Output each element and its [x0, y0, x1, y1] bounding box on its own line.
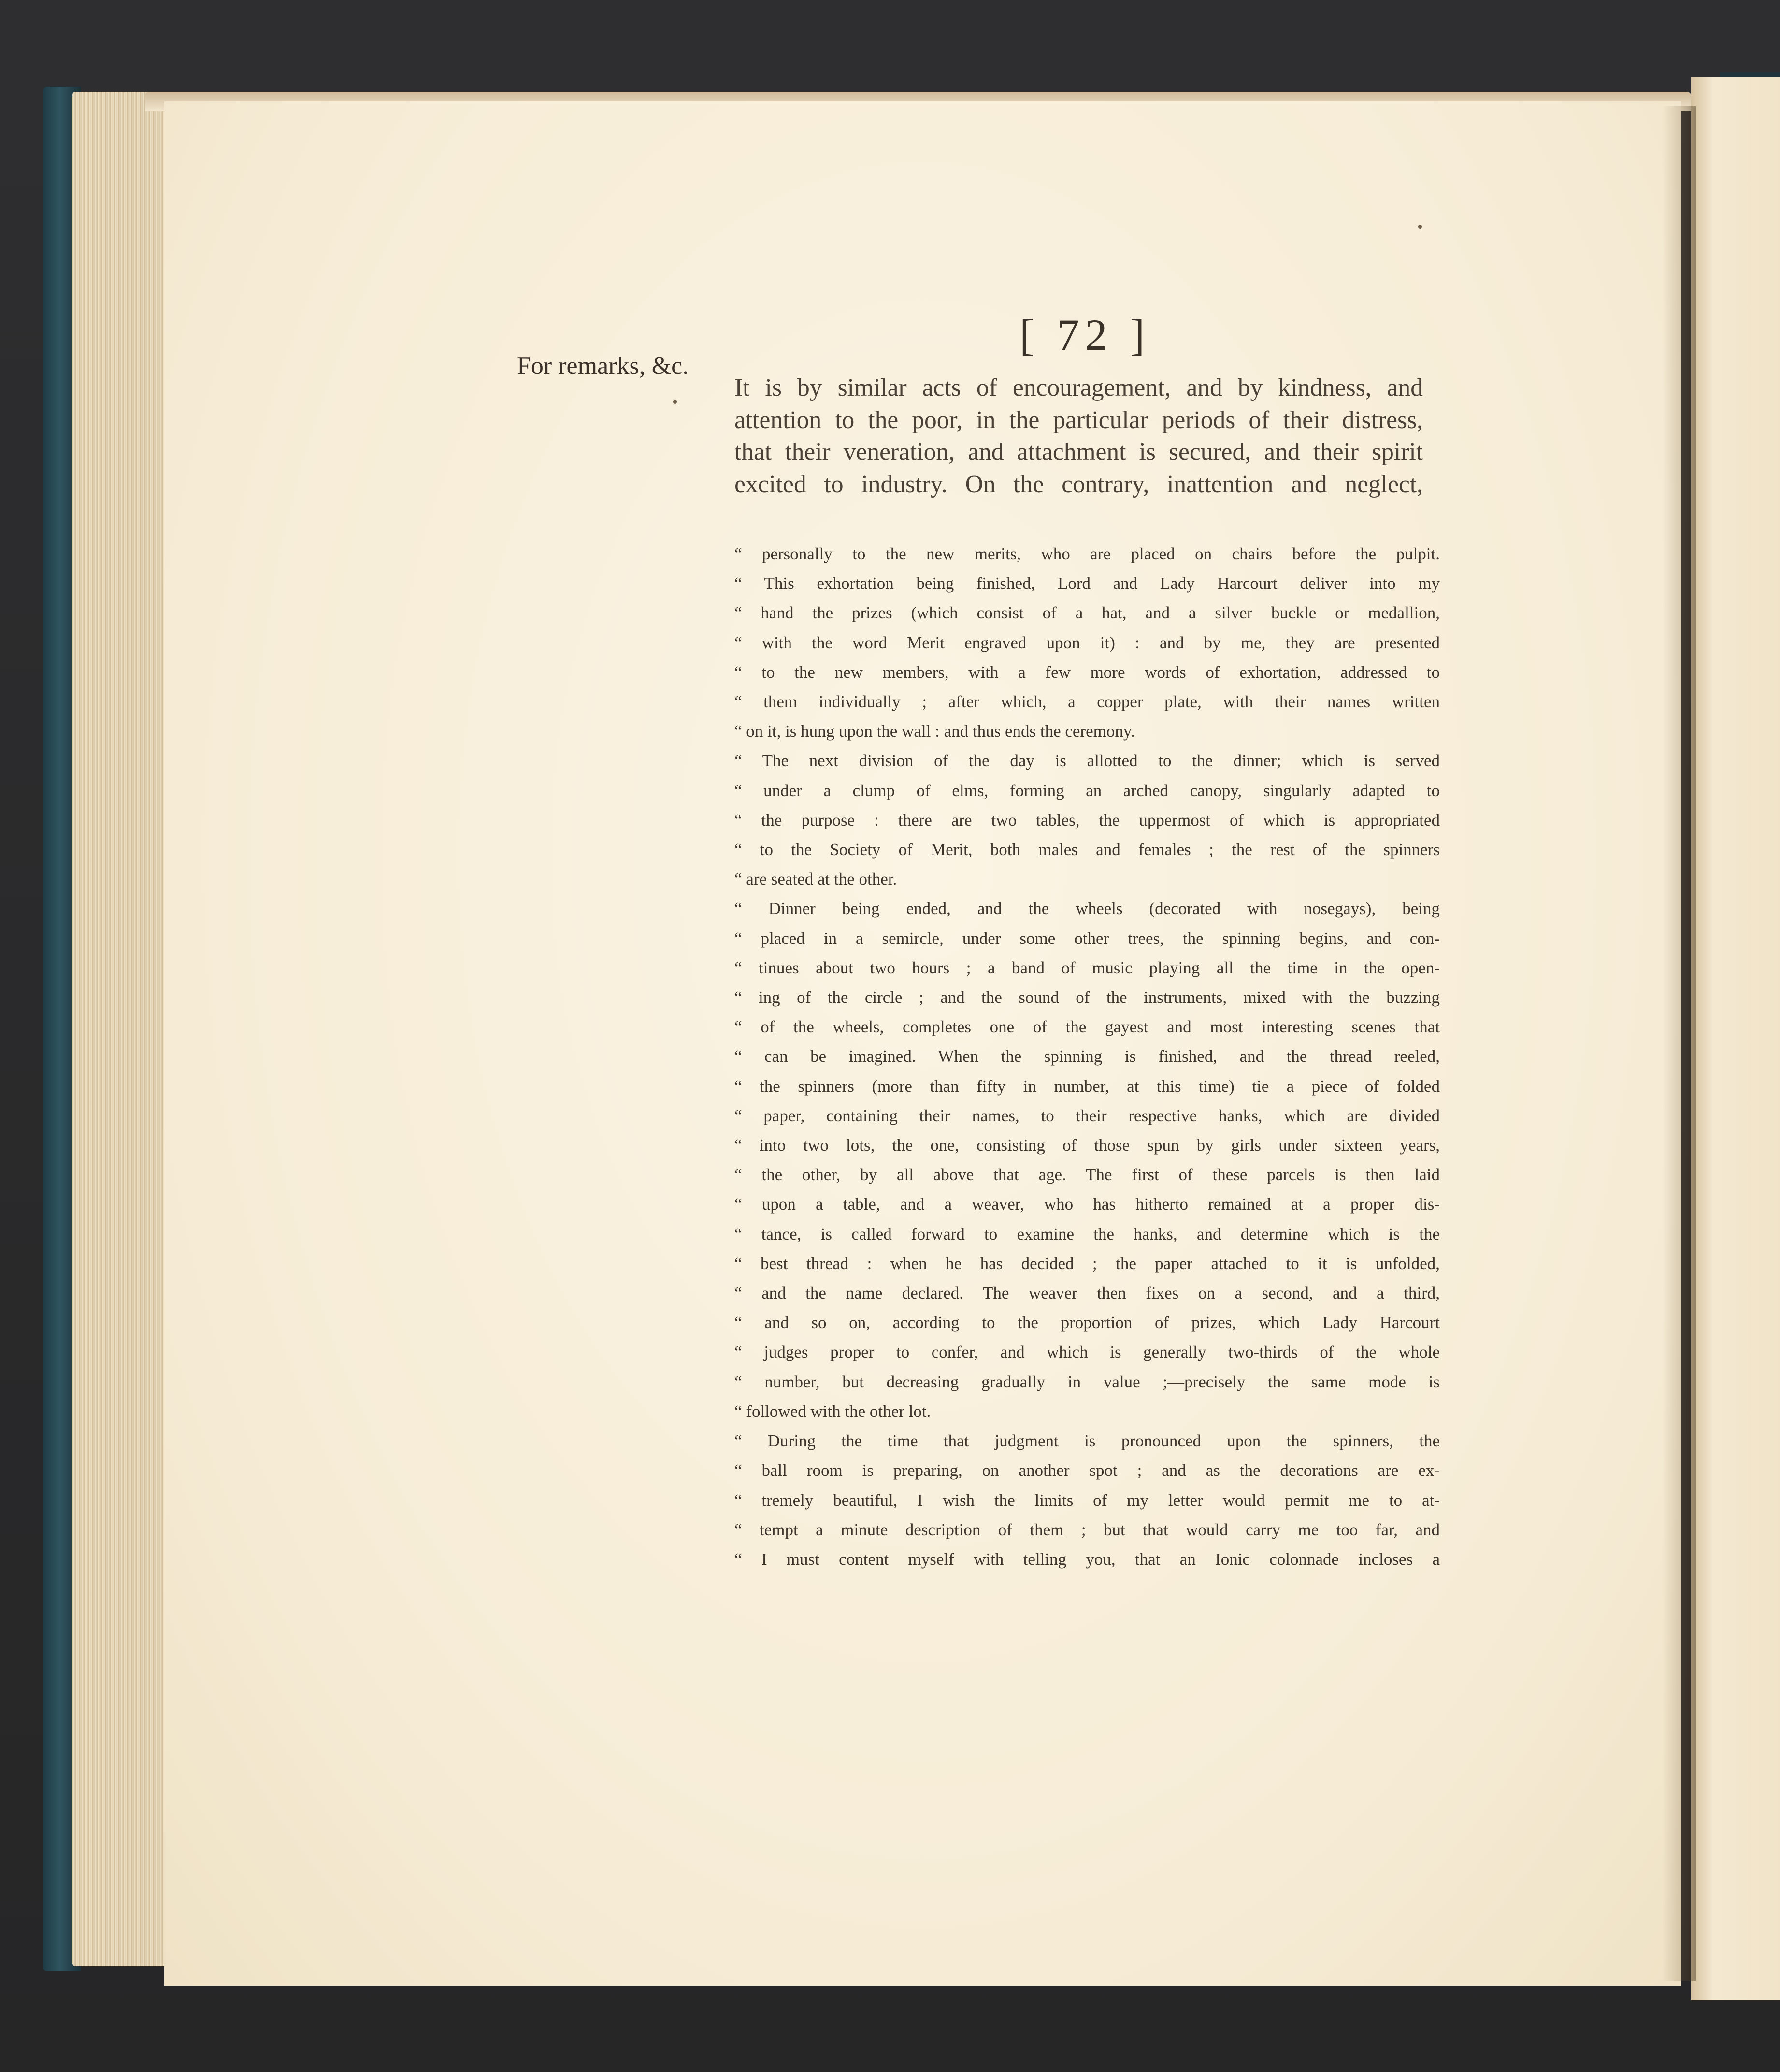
gutter-shadow: [1662, 106, 1696, 1981]
quote-line: “ to the Society of Merit, both males and females ; the rest of the spinners: [734, 840, 1440, 859]
paper-speck: [1418, 225, 1422, 229]
margin-note: For remarks, &c.: [517, 352, 689, 380]
quote-line: “ paper, containing their names, to their respective hanks, which are divided: [734, 1106, 1440, 1125]
quoted-letter-text: [734, 539, 1440, 1574]
quote-line: “ During the time that judgment is pronounced upon the spinners, the: [734, 1431, 1440, 1451]
quote-line: “ The next division of the day is allotted to the dinner; which is served: [734, 751, 1440, 771]
quote-line: “ ing of the circle ; and the sound of the instruments, mixed with the buzzing: [734, 988, 1440, 1007]
quote-line: “ them individually ; after which, a copper plate, with their names written: [734, 692, 1440, 712]
quote-line: “ upon a table, and a weaver, who has hitherto remained at a proper dis-: [734, 1195, 1440, 1214]
quote-line: “ and the name declared. The weaver then fixes on a second, and a third,: [734, 1284, 1440, 1303]
quote-line: “ best thread : when he has decided ; the paper attached to it is unfolded,: [734, 1254, 1440, 1273]
lead-paragraph: [734, 372, 1423, 500]
lead-line: attention to the poor, in the particular periods of their distress,: [734, 406, 1423, 434]
quote-line: “ followed with the other lot.: [734, 1401, 931, 1421]
facing-page: [1691, 77, 1780, 2000]
quote-line: “ to the new members, with a few more words of exhortation, addressed to: [734, 662, 1440, 682]
quote-line: “ with the word Merit engraved upon it) : and by me, they are presented: [734, 633, 1440, 652]
quote-line: “ the purpose : there are two tables, the uppermost of which is appropriated: [734, 810, 1440, 829]
quote-line: “ into two lots, the one, consisting of those spun by girls under sixteen years,: [734, 1136, 1440, 1155]
paper-speck: [673, 400, 677, 404]
quote-line: “ tance, is called forward to examine the hanks, and determine which is the: [734, 1224, 1440, 1243]
quote-line: “ number, but decreasing gradually in value ;—precisely the same mode is: [734, 1372, 1440, 1391]
quote-line: “ under a clump of elms, forming an arched canopy, singularly adapted to: [734, 781, 1440, 800]
quote-line: “ placed in a semircle, under some other trees, the spinning begins, and con-: [734, 929, 1440, 948]
lead-line: that their veneration, and attachment is secured, and their spirit: [734, 438, 1423, 466]
quote-line: “ I must content myself with telling you, that an Ionic colonnade incloses a: [734, 1549, 1440, 1569]
quote-line: “ hand the prizes (which consist of a hat, and a silver buckle or medallion,: [734, 603, 1440, 623]
quote-line: “ judges proper to confer, and which is generally two-thirds of the whole: [734, 1343, 1440, 1362]
quote-line: “ ball room is preparing, on another spot ; and as the decorations are ex-: [734, 1461, 1440, 1480]
quote-line: “ can be imagined. When the spinning is finished, and the thread reeled,: [734, 1047, 1440, 1066]
lead-line: excited to industry. On the contrary, inattention and neglect,: [734, 470, 1423, 498]
quote-line: “ tinues about two hours ; a band of music playing all the time in the open-: [734, 958, 1440, 977]
quote-line: “ tremely beautiful, I wish the limits of my letter would permit me to at-: [734, 1490, 1440, 1510]
page-number: [ 72 ]: [1019, 310, 1151, 359]
quote-line: “ are seated at the other.: [734, 870, 897, 889]
quote-line: “ and so on, according to the proportion of prizes, which Lady Harcourt: [734, 1313, 1440, 1332]
quote-line: “ on it, is hung upon the wall : and thus ends the ceremony.: [734, 722, 1135, 741]
lead-line: It is by similar acts of encouragement, and by kindness, and: [734, 374, 1423, 401]
quote-line: “ of the wheels, completes one of the gayest and most interesting scenes that: [734, 1017, 1440, 1037]
quote-line: “ the other, by all above that age. The first of these parcels is then laid: [734, 1165, 1440, 1185]
page-edges: [72, 92, 169, 1966]
quote-line: “ tempt a minute description of them ; but that would carry me too far, and: [734, 1520, 1440, 1539]
quote-line: “ the spinners (more than fifty in number, at this time) tie a piece of folded: [734, 1076, 1440, 1096]
quote-line: “ Dinner being ended, and the wheels (decorated with nosegays), being: [734, 899, 1440, 918]
quote-line: “ This exhortation being finished, Lord and Lady Harcourt deliver into my: [734, 574, 1440, 593]
quote-line: “ personally to the new merits, who are placed on chairs before the pulpit.: [734, 544, 1440, 563]
